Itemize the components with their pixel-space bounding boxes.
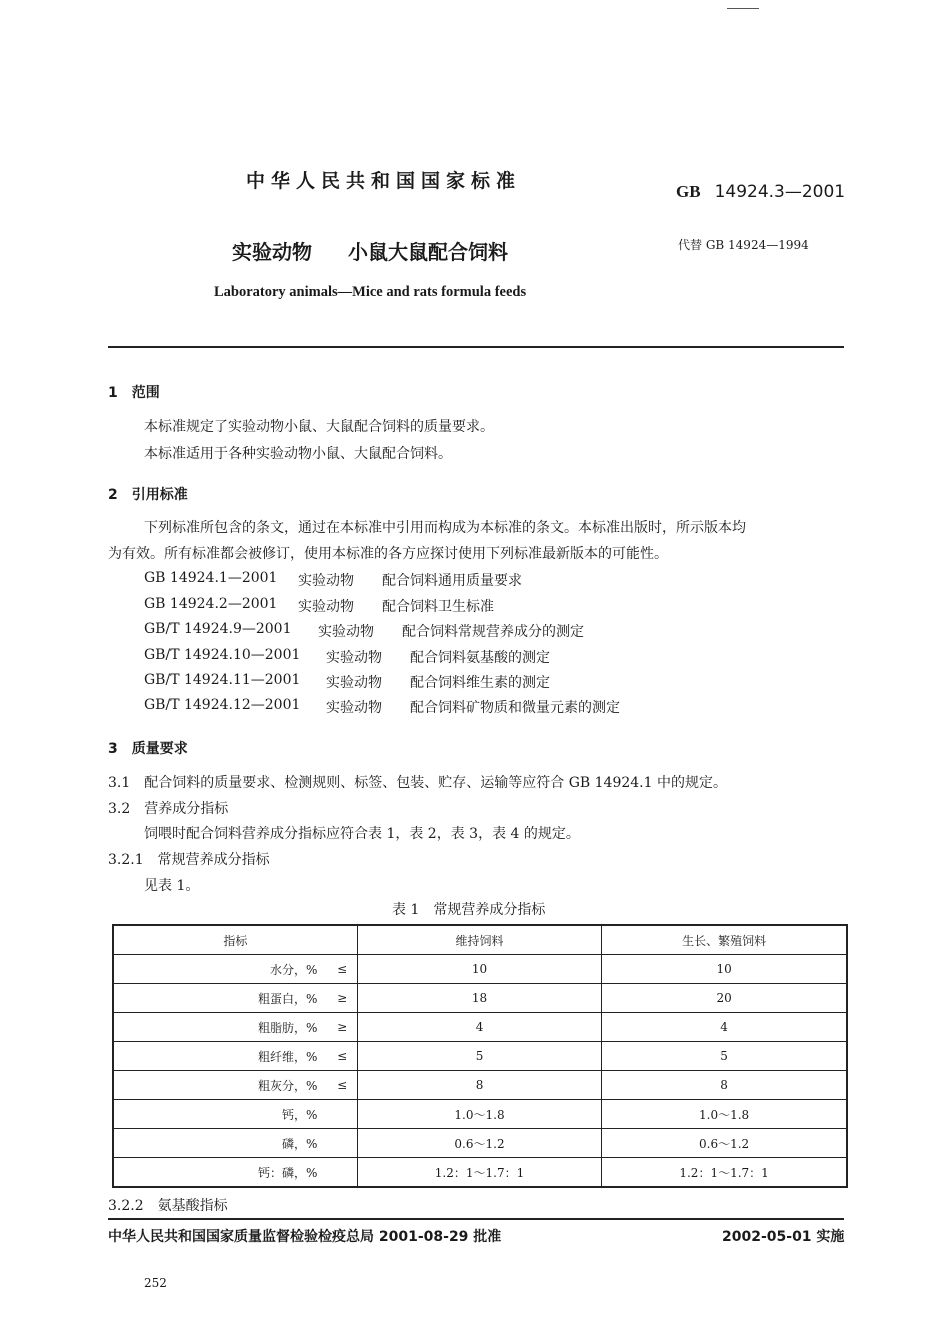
table-row bbox=[113, 1013, 847, 1042]
reference-subject: 实验动物 bbox=[318, 624, 374, 640]
maintenance-value: 4 bbox=[357, 1013, 601, 1042]
reference-subject: 实验动物 bbox=[326, 675, 382, 691]
table-row bbox=[113, 1042, 847, 1071]
table-row bbox=[113, 984, 847, 1013]
comparison-operator bbox=[327, 1100, 357, 1129]
title-part-1: 实验动物 bbox=[232, 240, 312, 264]
clause-3-1: 3.1 配合饲料的质量要求、检测规则、标签、包装、贮存、运输等应符合 GB 14924.1 中的规定。 bbox=[108, 775, 727, 791]
section-1-paragraph-2: 本标准适用于各种实验动物小鼠、大鼠配合饲料。 bbox=[144, 446, 452, 462]
clause-3-2-1-paragraph: 见表 1。 bbox=[144, 878, 200, 894]
approval-statement: 中华人民共和国国家质量监督检验检疫总局 2001-08-29 批准 bbox=[108, 1229, 502, 1245]
english-title: Laboratory animals—Mice and rats formula feeds bbox=[214, 284, 527, 300]
comparison-operator: ≤ bbox=[327, 1042, 357, 1071]
maintenance-value: 18 bbox=[357, 984, 601, 1013]
reference-code: GB/T 14924.10—2001 bbox=[144, 647, 301, 663]
table-row bbox=[113, 1158, 847, 1188]
footer-divider bbox=[108, 1218, 844, 1220]
reference-item bbox=[144, 647, 744, 666]
reference-item bbox=[144, 672, 744, 691]
reference-code: GB 14924.1—2001 bbox=[144, 570, 278, 586]
reference-code: GB/T 14924.11—2001 bbox=[144, 672, 301, 688]
reference-code: GB/T 14924.12—2001 bbox=[144, 697, 301, 713]
growth-value: 8 bbox=[602, 1071, 847, 1100]
table-1-caption: 表 1 常规营养成分指标 bbox=[392, 902, 546, 918]
section-2-heading: 2 引用标准 bbox=[108, 487, 188, 503]
standard-number bbox=[676, 182, 845, 202]
reference-subject: 实验动物 bbox=[298, 599, 354, 615]
clause-3-2-2-heading: 3.2.2 氨基酸指标 bbox=[108, 1198, 228, 1214]
clause-3-2-paragraph: 饲喂时配合饲料营养成分指标应符合表 1，表 2，表 3，表 4 的规定。 bbox=[144, 826, 580, 842]
reference-item bbox=[144, 570, 744, 589]
reference-code: GB/T 14924.9—2001 bbox=[144, 621, 292, 637]
growth-value: 1.2：1～1.7：1 bbox=[602, 1158, 847, 1188]
replaces-note: 代替 GB 14924—1994 bbox=[678, 238, 809, 252]
title-part-2: 小鼠大鼠配合饲料 bbox=[348, 240, 508, 264]
indicator-label: 粗脂肪，% bbox=[113, 1013, 327, 1042]
reference-title: 配合饲料维生素的测定 bbox=[410, 675, 550, 691]
table-header-row bbox=[113, 925, 847, 955]
indicator-label: 水分，% bbox=[113, 955, 327, 984]
reference-item bbox=[144, 621, 744, 640]
header-growth-feed: 生长、繁殖饲料 bbox=[602, 925, 847, 955]
top-margin-mark bbox=[727, 8, 759, 9]
header-indicator: 指标 bbox=[113, 925, 357, 955]
comparison-operator: ≤ bbox=[327, 955, 357, 984]
maintenance-value: 0.6～1.2 bbox=[357, 1129, 601, 1158]
clause-3-2-1-heading: 3.2.1 常规营养成分指标 bbox=[108, 852, 270, 868]
section-1-heading: 1 范围 bbox=[108, 385, 160, 401]
indicator-label: 钙：磷，% bbox=[113, 1158, 327, 1188]
comparison-operator: ≥ bbox=[327, 1013, 357, 1042]
indicator-label: 粗灰分，% bbox=[113, 1071, 327, 1100]
comparison-operator: ≤ bbox=[327, 1071, 357, 1100]
section-1-paragraph-1: 本标准规定了实验动物小鼠、大鼠配合饲料的质量要求。 bbox=[144, 419, 494, 435]
table-row bbox=[113, 1071, 847, 1100]
reference-subject: 实验动物 bbox=[326, 650, 382, 666]
comparison-operator bbox=[327, 1129, 357, 1158]
reference-title: 配合饲料矿物质和微量元素的测定 bbox=[410, 700, 620, 716]
national-standard-title: 中华人民共和国国家标准 bbox=[246, 170, 522, 192]
comparison-operator: ≥ bbox=[327, 984, 357, 1013]
document-title bbox=[232, 236, 508, 265]
nutrient-table bbox=[112, 924, 848, 1188]
growth-value: 10 bbox=[602, 955, 847, 984]
comparison-operator bbox=[327, 1158, 357, 1188]
reference-title: 配合饲料通用质量要求 bbox=[382, 573, 522, 589]
reference-subject: 实验动物 bbox=[326, 700, 382, 716]
indicator-label: 粗蛋白，% bbox=[113, 984, 327, 1013]
reference-title: 配合饲料氨基酸的测定 bbox=[410, 650, 550, 666]
maintenance-value: 10 bbox=[357, 955, 601, 984]
maintenance-value: 5 bbox=[357, 1042, 601, 1071]
section-2-paragraph-line-1: 下列标准所包含的条文，通过在本标准中引用而构成为本标准的条文。本标准出版时，所示版本均 bbox=[144, 520, 746, 536]
reference-item bbox=[144, 596, 744, 615]
indicator-label: 磷，% bbox=[113, 1129, 327, 1158]
section-2-paragraph-line-2: 为有效。所有标准都会被修订，使用本标准的各方应探讨使用下列标准最新版本的可能性。 bbox=[108, 546, 668, 562]
reference-subject: 实验动物 bbox=[298, 573, 354, 589]
growth-value: 5 bbox=[602, 1042, 847, 1071]
reference-item bbox=[144, 697, 744, 716]
clause-3-2-heading: 3.2 营养成分指标 bbox=[108, 801, 229, 817]
growth-value: 20 bbox=[602, 984, 847, 1013]
growth-value: 0.6～1.2 bbox=[602, 1129, 847, 1158]
maintenance-value: 8 bbox=[357, 1071, 601, 1100]
maintenance-value: 1.2：1～1.7：1 bbox=[357, 1158, 601, 1188]
section-3-heading: 3 质量要求 bbox=[108, 741, 188, 757]
gb-prefix: GB bbox=[676, 182, 701, 201]
indicator-label: 粗纤维，% bbox=[113, 1042, 327, 1071]
reference-title: 配合饲料常规营养成分的测定 bbox=[402, 624, 584, 640]
table-row bbox=[113, 955, 847, 984]
growth-value: 4 bbox=[602, 1013, 847, 1042]
reference-title: 配合饲料卫生标准 bbox=[382, 599, 494, 615]
page-number: 252 bbox=[144, 1276, 167, 1290]
gb-number: 14924.3—2001 bbox=[714, 182, 846, 202]
table-row bbox=[113, 1100, 847, 1129]
table-row bbox=[113, 1129, 847, 1158]
growth-value: 1.0～1.8 bbox=[602, 1100, 847, 1129]
maintenance-value: 1.0～1.8 bbox=[357, 1100, 601, 1129]
indicator-label: 钙，% bbox=[113, 1100, 327, 1129]
reference-code: GB 14924.2—2001 bbox=[144, 596, 278, 612]
header-divider bbox=[108, 346, 844, 348]
header-maintenance-feed: 维持饲料 bbox=[357, 925, 601, 955]
implementation-date: 2002-05-01 实施 bbox=[722, 1229, 845, 1245]
